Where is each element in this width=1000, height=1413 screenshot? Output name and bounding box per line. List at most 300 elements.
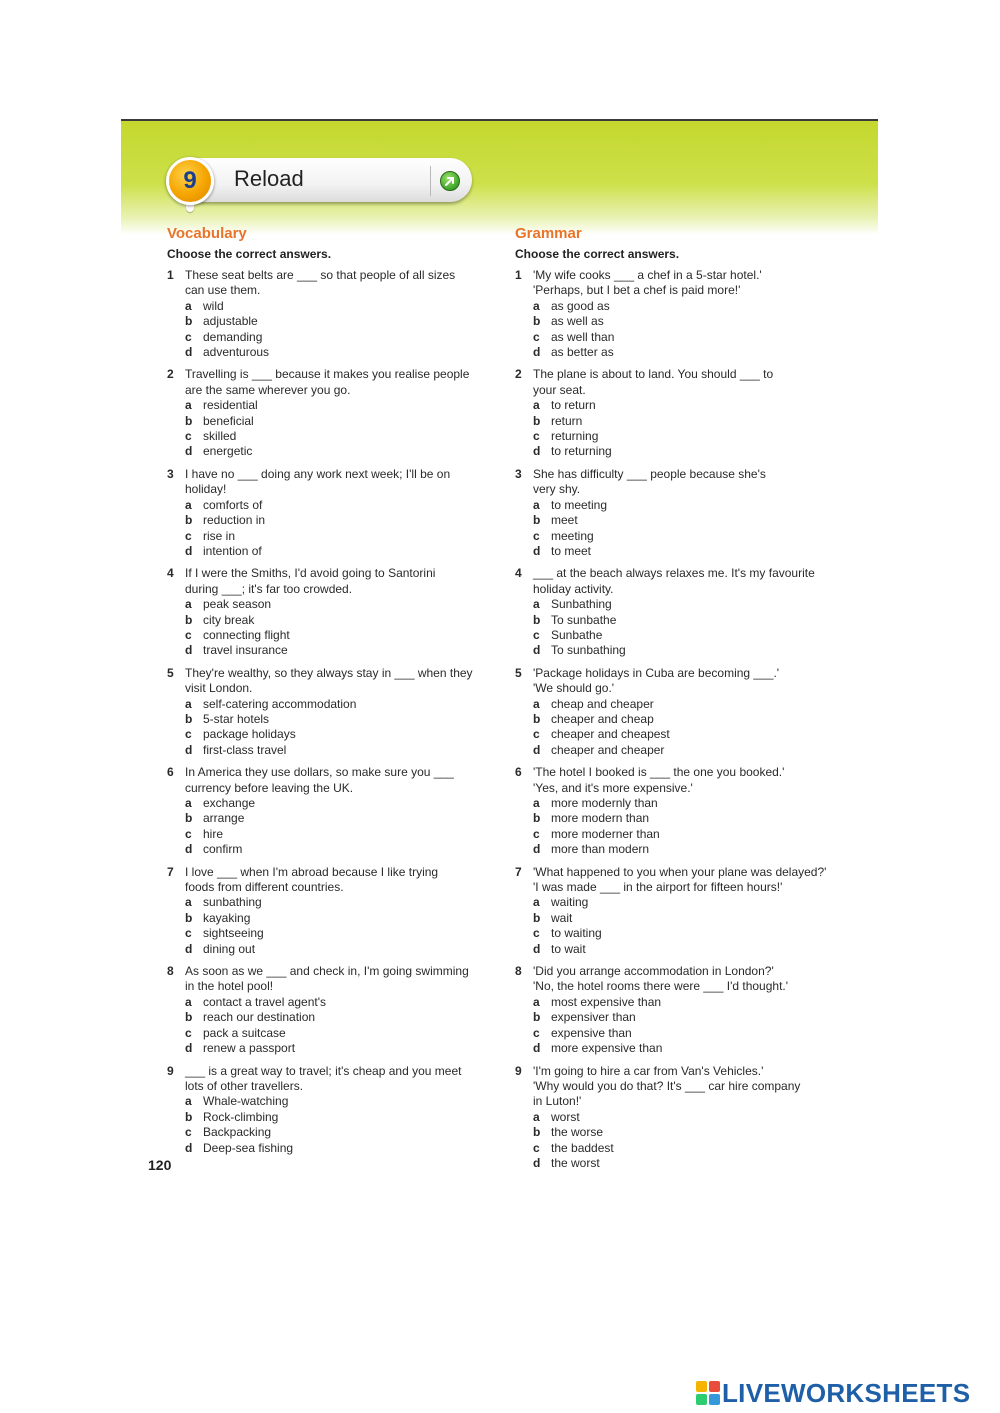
question-5 (167, 666, 497, 758)
option-text: waiting (551, 895, 589, 910)
question-1 (167, 268, 497, 360)
option-text: dining out (203, 941, 256, 956)
option-text: contact a travel agent's (203, 994, 327, 1009)
question-stem (515, 666, 845, 697)
question-text (185, 666, 497, 697)
question-number: 9 (515, 1063, 522, 1078)
answer-option-c[interactable] (515, 727, 845, 742)
answer-option-a[interactable] (167, 895, 497, 910)
question-text (185, 268, 497, 299)
option-text: to wait (551, 941, 586, 956)
answer-option-a[interactable] (167, 299, 497, 314)
question-text (533, 467, 845, 498)
option-text: as well as (551, 314, 604, 329)
question-line: If I were the Smiths, I'd avoid going to Santorini (185, 566, 436, 581)
question-text (185, 566, 497, 597)
option-text: the worst (551, 1155, 600, 1170)
question-number: 1 (515, 268, 522, 282)
answer-option-a[interactable] (515, 895, 845, 910)
question-number: 2 (167, 367, 174, 382)
option-letter: d (185, 444, 193, 459)
option-letter: c (185, 1125, 192, 1140)
question-stem (167, 367, 497, 398)
question-6 (515, 765, 845, 857)
liveworksheets-brand[interactable] (696, 1379, 970, 1407)
option-text: skilled (203, 429, 237, 444)
question-line: They're wealthy, so they always stay in ___ when they (185, 665, 473, 680)
option-letter: d (533, 345, 541, 360)
option-text: to meet (551, 543, 592, 558)
vocabulary-section (167, 225, 497, 1163)
option-letter: b (533, 314, 541, 329)
unit-title: Reload (234, 166, 304, 191)
option-letter: a (533, 796, 540, 810)
answer-option-a[interactable] (515, 1110, 845, 1125)
option-letter: b (533, 612, 541, 627)
answer-option-c[interactable] (167, 628, 497, 643)
option-text: cheaper and cheap (551, 711, 654, 726)
option-text: Whale-watching (203, 1094, 289, 1109)
question-line: ___ at the beach always relaxes me. It's my favourite (533, 566, 815, 581)
option-text: pack a suitcase (203, 1025, 286, 1040)
question-line: ___ is a great way to travel; it's cheap and you meet (185, 1063, 462, 1078)
option-letter: c (185, 329, 192, 344)
question-line: I love ___ when I'm abroad because I like trying (185, 864, 439, 879)
answer-option-c[interactable] (515, 529, 845, 544)
question-5 (515, 666, 845, 758)
answer-option-d[interactable] (515, 842, 845, 857)
logo-square-4 (709, 1394, 720, 1405)
option-text: more modern than (551, 811, 650, 826)
instruction: Choose the correct answers. (167, 247, 332, 261)
answer-option-a[interactable] (515, 597, 845, 612)
unit-number: 9 (183, 167, 197, 194)
option-text: reduction in (203, 513, 266, 528)
question-number: 4 (167, 566, 174, 581)
answer-option-a[interactable] (515, 796, 845, 811)
question-number: 3 (167, 466, 174, 481)
answer-option-c[interactable] (167, 1026, 497, 1041)
question-stem (515, 964, 845, 995)
answer-option-a[interactable] (167, 597, 497, 612)
answer-option-c[interactable] (515, 1026, 845, 1041)
option-text: returning (551, 429, 599, 444)
option-text: sunbathing (203, 895, 262, 910)
option-letter: a (185, 1094, 192, 1109)
question-line: lots of other travellers. (185, 1078, 304, 1093)
question-stem (515, 865, 845, 896)
answer-option-a[interactable] (515, 398, 845, 413)
option-text: expensive than (551, 1025, 632, 1040)
answer-option-c[interactable] (515, 827, 845, 842)
question-8 (167, 964, 497, 1056)
question-number: 3 (515, 466, 522, 481)
answer-option-a[interactable] (515, 697, 845, 712)
option-letter: a (533, 994, 540, 1009)
option-letter: d (185, 345, 193, 360)
option-text: adjustable (203, 314, 258, 329)
answer-option-d[interactable] (515, 942, 845, 957)
option-text: the baddest (551, 1140, 614, 1155)
answer-option-d[interactable] (167, 942, 497, 957)
answer-option-d[interactable] (167, 544, 497, 559)
option-letter: d (533, 444, 541, 459)
question-stem (515, 467, 845, 498)
option-letter: c (185, 627, 192, 642)
answer-option-b[interactable] (167, 712, 497, 727)
option-text: expensiver than (551, 1010, 636, 1025)
question-number: 5 (515, 665, 522, 680)
question-stem (167, 1064, 497, 1095)
option-letter: d (185, 1041, 193, 1056)
option-text: to meeting (551, 497, 608, 512)
answer-option-a[interactable] (167, 498, 497, 513)
question-stem (167, 467, 497, 498)
question-line: 'I was made ___ in the airport for fifteen hours!' (533, 880, 783, 895)
answer-option-b[interactable] (167, 613, 497, 628)
option-letter: b (185, 1109, 193, 1124)
answer-option-c[interactable] (515, 628, 845, 643)
option-text: cheap and cheaper (551, 696, 654, 711)
answer-option-d[interactable] (167, 345, 497, 360)
answer-option-d[interactable] (515, 643, 845, 658)
option-letter: b (185, 513, 193, 528)
question-line: currency before leaving the UK. (185, 780, 354, 795)
question-stem (515, 1064, 845, 1110)
answer-option-d[interactable] (167, 1041, 497, 1056)
option-text: package holidays (203, 727, 296, 742)
option-letter: c (185, 528, 192, 543)
option-text: reach our destination (203, 1010, 316, 1025)
option-letter: b (533, 1010, 541, 1025)
question-number: 8 (167, 964, 174, 979)
answer-option-b[interactable] (515, 712, 845, 727)
question-line: 'Yes, and it's more expensive.' (533, 780, 693, 795)
option-text: return (551, 413, 583, 428)
option-letter: a (533, 696, 540, 711)
option-text: To sunbathing (551, 643, 626, 658)
option-text: to returning (551, 444, 612, 459)
question-text (185, 964, 497, 995)
option-letter: a (185, 696, 192, 711)
option-text: to waiting (551, 926, 602, 941)
option-text: wait (551, 910, 573, 925)
question-line: She has difficulty ___ people because she's (533, 466, 766, 481)
answer-option-c[interactable] (167, 1125, 497, 1140)
option-text: as good as (551, 298, 610, 313)
option-letter: b (185, 1010, 193, 1025)
logo-square-2 (709, 1381, 720, 1392)
option-text: peak season (203, 597, 272, 612)
option-letter: c (533, 1140, 540, 1155)
question-stem (167, 566, 497, 597)
section-title: Vocabulary (167, 225, 247, 242)
option-letter: c (185, 926, 192, 941)
question-number: 4 (515, 566, 522, 581)
answer-option-b[interactable] (515, 314, 845, 329)
option-letter: b (185, 711, 193, 726)
option-text: confirm (203, 842, 243, 857)
question-line: 'My wife cooks ___ a chef in a 5-star hotel.' (533, 268, 762, 282)
option-letter: b (185, 612, 193, 627)
question-line: Travelling is ___ because it makes you realise people (185, 367, 470, 382)
answer-option-b[interactable] (515, 414, 845, 429)
option-letter: d (533, 842, 541, 857)
option-text: wild (203, 298, 224, 313)
question-line: 'No, the hotel rooms there were ___ I'd thought.' (533, 979, 789, 994)
option-text: To sunbathe (551, 612, 617, 627)
question-line: very shy. (533, 482, 581, 497)
option-letter: d (185, 842, 193, 857)
question-text (185, 865, 497, 896)
option-text: most expensive than (551, 994, 662, 1009)
question-text (533, 1064, 845, 1110)
option-letter: b (185, 413, 193, 428)
question-text (533, 367, 845, 398)
option-letter: d (185, 643, 193, 658)
option-letter: a (533, 895, 540, 910)
answer-option-b[interactable] (167, 1010, 497, 1025)
question-stem (515, 367, 845, 398)
answer-option-c[interactable] (167, 529, 497, 544)
question-3 (167, 467, 497, 559)
question-1 (515, 268, 845, 360)
option-letter: b (533, 711, 541, 726)
option-letter: a (533, 1109, 540, 1124)
answer-option-a[interactable] (167, 1094, 497, 1109)
question-text (533, 865, 845, 896)
option-text: the worse (551, 1125, 604, 1140)
question-stem (515, 268, 845, 299)
question-number: 1 (167, 268, 174, 282)
option-letter: d (533, 643, 541, 658)
answer-option-b[interactable] (167, 811, 497, 826)
answer-option-c[interactable] (515, 429, 845, 444)
question-number: 6 (515, 765, 522, 780)
answer-option-b[interactable] (515, 613, 845, 628)
option-letter: d (185, 1140, 193, 1155)
logo-square-1 (696, 1381, 707, 1392)
question-line: your seat. (533, 382, 586, 397)
option-letter: a (185, 994, 192, 1009)
answer-option-d[interactable] (515, 544, 845, 559)
question-list (167, 268, 497, 1156)
option-text: cheaper and cheapest (551, 727, 670, 742)
question-number: 6 (167, 765, 174, 780)
header-divider (430, 166, 431, 196)
option-text: rise in (203, 528, 236, 543)
option-text: beneficial (203, 413, 254, 428)
answer-option-b[interactable] (515, 911, 845, 926)
answer-option-a[interactable] (167, 995, 497, 1010)
question-stem (167, 765, 497, 796)
option-letter: c (533, 926, 540, 941)
answer-option-c[interactable] (515, 1141, 845, 1156)
option-text: energetic (203, 444, 253, 459)
answer-option-a[interactable] (515, 498, 845, 513)
question-stem (167, 964, 497, 995)
answer-option-d[interactable] (167, 1141, 497, 1156)
answer-option-b[interactable] (515, 811, 845, 826)
question-line: These seat belts are ___ so that people of all sizes (185, 268, 456, 282)
question-line: 'The hotel I booked is ___ the one you booked.' (533, 765, 785, 780)
question-text (185, 467, 497, 498)
answer-option-c[interactable] (515, 330, 845, 345)
question-stem (515, 765, 845, 796)
option-letter: d (533, 1041, 541, 1056)
option-letter: c (533, 727, 540, 742)
option-letter: c (533, 1025, 540, 1040)
question-3 (515, 467, 845, 559)
question-line: In America they use dollars, so make sure you ___ (185, 765, 454, 780)
question-text (533, 666, 845, 697)
option-text: more modernly than (551, 796, 658, 810)
answer-option-d[interactable] (515, 345, 845, 360)
option-letter: d (533, 543, 541, 558)
question-7 (167, 865, 497, 957)
question-line: As soon as we ___ and check in, I'm going swimming (185, 964, 469, 979)
question-line: holiday activity. (533, 581, 614, 596)
option-letter: b (185, 314, 193, 329)
option-text: meet (551, 513, 578, 528)
option-text: renew a passport (203, 1041, 296, 1056)
question-line: holiday! (185, 482, 227, 497)
question-stem (167, 268, 497, 299)
option-text: sightseeing (203, 926, 264, 941)
instruction: Choose the correct answers. (515, 247, 680, 261)
answer-option-b[interactable] (167, 911, 497, 926)
option-text: meeting (551, 528, 594, 543)
question-line: can use them. (185, 283, 261, 298)
answer-option-c[interactable] (167, 827, 497, 842)
question-line: 'I'm going to hire a car from Van's Vehicles.' (533, 1063, 764, 1078)
question-number: 7 (515, 864, 522, 879)
question-text (185, 367, 497, 398)
answer-option-a[interactable] (167, 398, 497, 413)
answer-option-d[interactable] (167, 842, 497, 857)
option-text: residential (203, 398, 258, 413)
question-7 (515, 865, 845, 957)
answer-option-d[interactable] (167, 643, 497, 658)
option-text: Deep-sea fishing (203, 1140, 294, 1155)
question-text (185, 1064, 497, 1095)
option-letter: b (533, 413, 541, 428)
option-letter: b (533, 513, 541, 528)
option-text: kayaking (203, 910, 251, 925)
option-text: intention of (203, 543, 262, 558)
option-letter: b (185, 811, 193, 826)
option-text: city break (203, 612, 255, 627)
question-text (533, 765, 845, 796)
question-text (533, 964, 845, 995)
answer-option-a[interactable] (167, 796, 497, 811)
unit-number-badge (166, 157, 214, 205)
option-letter: c (533, 627, 540, 642)
option-text: more expensive than (551, 1041, 663, 1056)
question-number: 9 (167, 1063, 174, 1078)
question-line: foods from different countries. (185, 880, 344, 895)
answer-option-a[interactable] (515, 299, 845, 314)
option-letter: a (185, 298, 192, 313)
question-9 (515, 1064, 845, 1172)
option-letter: a (533, 398, 540, 413)
option-text: 5-star hotels (203, 711, 270, 726)
answer-option-c[interactable] (167, 429, 497, 444)
answer-option-a[interactable] (515, 995, 845, 1010)
answer-option-d[interactable] (167, 444, 497, 459)
option-letter: b (185, 910, 193, 925)
question-line: 'We should go.' (533, 681, 615, 696)
answer-option-d[interactable] (167, 743, 497, 758)
question-line: visit London. (185, 681, 253, 696)
option-letter: b (533, 811, 541, 826)
option-text: first-class travel (203, 742, 287, 757)
answer-option-c[interactable] (167, 727, 497, 742)
option-letter: c (185, 826, 192, 841)
answer-option-d[interactable] (515, 444, 845, 459)
option-letter: d (533, 941, 541, 956)
answer-option-b[interactable] (515, 513, 845, 528)
question-line: during ___; it's far too crowded. (185, 581, 353, 596)
arrow-icon[interactable] (440, 171, 460, 191)
section-title: Grammar (515, 225, 582, 242)
answer-option-b[interactable] (167, 1110, 497, 1125)
option-letter: b (533, 1125, 541, 1140)
option-letter: d (185, 941, 193, 956)
question-4 (167, 566, 497, 658)
question-line: 'Perhaps, but I bet a chef is paid more!' (533, 283, 741, 298)
option-letter: d (185, 742, 193, 757)
answer-option-a[interactable] (167, 697, 497, 712)
question-line: 'What happened to you when your plane was delayed?' (533, 864, 827, 879)
question-text (533, 268, 845, 299)
option-text: self-catering accommodation (203, 696, 357, 711)
question-list (515, 268, 845, 1171)
liveworksheets-logo-icon (696, 1381, 720, 1405)
answer-option-b[interactable] (167, 513, 497, 528)
option-letter: a (533, 298, 540, 313)
answer-option-d[interactable] (515, 743, 845, 758)
answer-option-c[interactable] (167, 926, 497, 941)
question-stem (167, 865, 497, 896)
answer-option-b[interactable] (167, 414, 497, 429)
option-letter: a (533, 497, 540, 512)
question-text (533, 566, 845, 597)
option-letter: c (185, 429, 192, 444)
answer-option-b[interactable] (515, 1125, 845, 1140)
answer-option-c[interactable] (167, 330, 497, 345)
question-6 (167, 765, 497, 857)
answer-option-b[interactable] (515, 1010, 845, 1025)
option-text: cheaper and cheaper (551, 742, 665, 757)
option-text: worst (551, 1109, 580, 1124)
answer-option-d[interactable] (515, 1041, 845, 1056)
question-line: I have no ___ doing any work next week; I'll be on (185, 466, 451, 481)
answer-option-c[interactable] (515, 926, 845, 941)
option-text: Rock-climbing (203, 1109, 279, 1124)
question-4 (515, 566, 845, 658)
option-text: as better as (551, 345, 614, 360)
option-text: travel insurance (203, 643, 288, 658)
question-stem (167, 666, 497, 697)
question-2 (515, 367, 845, 459)
option-text: more moderner than (551, 826, 660, 841)
answer-option-b[interactable] (167, 314, 497, 329)
option-letter: a (185, 597, 192, 612)
answer-option-d[interactable] (515, 1156, 845, 1171)
option-text: hire (203, 826, 224, 841)
option-text: comforts of (203, 497, 263, 512)
